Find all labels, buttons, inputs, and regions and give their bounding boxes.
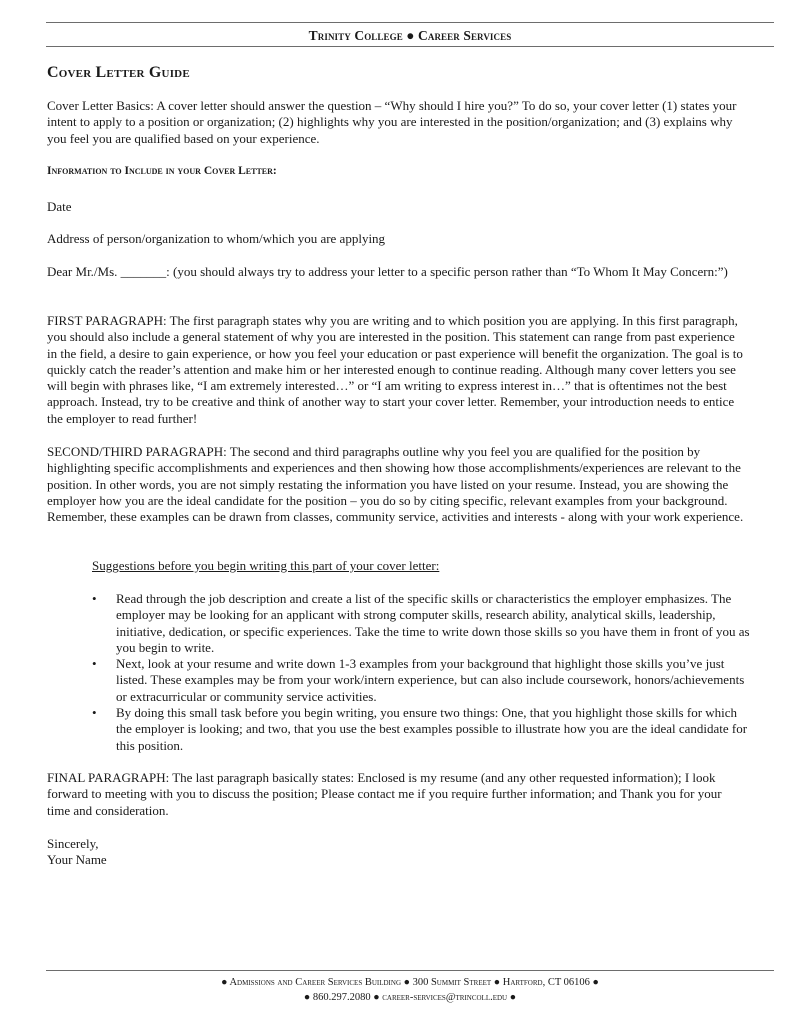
- footer-address: ● Admissions and Career Services Building ● 300 Summit Street ● Hartford, CT 06106 ●: [221, 977, 599, 988]
- section-heading: Information to Include in your Cover Letter:: [47, 165, 277, 177]
- list-item-text: By doing this small task before you begin writing, you ensure two things: One, that you highlight those skills for which the employer is looking; and two, that you use the best examples possible to illustrate how you are the ideal candidate for this position.: [116, 705, 748, 753]
- suggestions-list: [92, 591, 752, 754]
- list-item-text: Next, look at your resume and write down 1-3 examples from your background that highlight those skills you’ve just listed. These examples may be from your work/intern experience, but can also include coursework, honors/achievements or extracurricular or community service activities.: [116, 656, 745, 704]
- header-rule: [46, 46, 774, 47]
- bullet-icon: •: [92, 705, 97, 721]
- second-third-paragraph: SECOND/THIRD PARAGRAPH: The second and third paragraphs outline why you feel you are qualified for the position by highlighting specific accomplishments and experiences and then showing how those accomplishments/experiences are relevant to the position. In other words, you are not simply restating the information you have listed on your resume. Instead, you are showing the employer how you are the ideal candidate for the position – you do so by citing specific, relevant examples from your background. Remember, these examples can be drawn from classes, community service, activities and interests - along with your work experience.: [47, 444, 744, 525]
- first-paragraph: FIRST PARAGRAPH: The first paragraph states why you are writing and to which position you are applying. In this first paragraph, you should also include a general statement of why you are interested in the position. This statement can range from past experience in the field, a desire to gain experience, or how you feel your education or past experience will benefit the organization. The goal is to quickly catch the reader’s attention and make him or her interested enough to continue reading. Although many cover letters you see will begin with phrases like, “I am extremely interested…” or “I am writing to express interest in…” that is oftentimes not the best approach. Instead, try to be creative and think of another way to start your cover letter. Remember, your introduction needs to entice the employer to read further!: [47, 313, 743, 426]
- top-rule: [46, 22, 774, 23]
- signature-line: Your Name: [47, 852, 107, 867]
- bullet-icon: •: [92, 656, 97, 672]
- closing-line: Sincerely,: [47, 836, 99, 851]
- suggestions-heading: Suggestions before you begin writing this part of your cover letter:: [92, 558, 440, 573]
- salutation-line: Dear Mr./Ms. _______: (you should always try to address your letter to a specific person rather than “To Whom It May Concern:”): [47, 264, 728, 279]
- list-item-text: Read through the job description and create a list of the specific skills or characteristics the employer emphasizes. The employer may be looking for an applicant with strong computer skills, research ability, analytical skills, leadership, initiative, dedication, or specific experiences. Take the time to write down those skills so you have them in front of you as you begin to write.: [116, 591, 750, 655]
- page-header: Trinity College ● Career Services: [308, 28, 512, 43]
- document-title: Cover Letter Guide: [47, 64, 190, 81]
- list-item: [92, 591, 752, 656]
- footer-contact: ● 860.297.2080 ● career-services@trincoll.edu ●: [303, 992, 517, 1003]
- list-item: [92, 656, 752, 705]
- date-line: Date: [47, 199, 72, 214]
- bullet-icon: •: [92, 591, 97, 606]
- final-paragraph: FINAL PARAGRAPH: The last paragraph basically states: Enclosed is my resume (and any other requested information); I look forward to meeting with you to discuss the position; Please contact me if you require further information; and Thank you for your time and consideration.: [47, 770, 722, 818]
- footer-rule: [46, 970, 774, 971]
- address-line: Address of person/organization to whom/which you are applying: [47, 231, 386, 246]
- list-item: [92, 705, 752, 754]
- intro-paragraph: Cover Letter Basics: A cover letter should answer the question – “Why should I hire you?” To do so, your cover letter (1) states your intent to apply to a position or organization; (2) highlights why you are interested in the position/organization; and (3) explains why you feel you are qualified based on your experience.: [47, 98, 737, 146]
